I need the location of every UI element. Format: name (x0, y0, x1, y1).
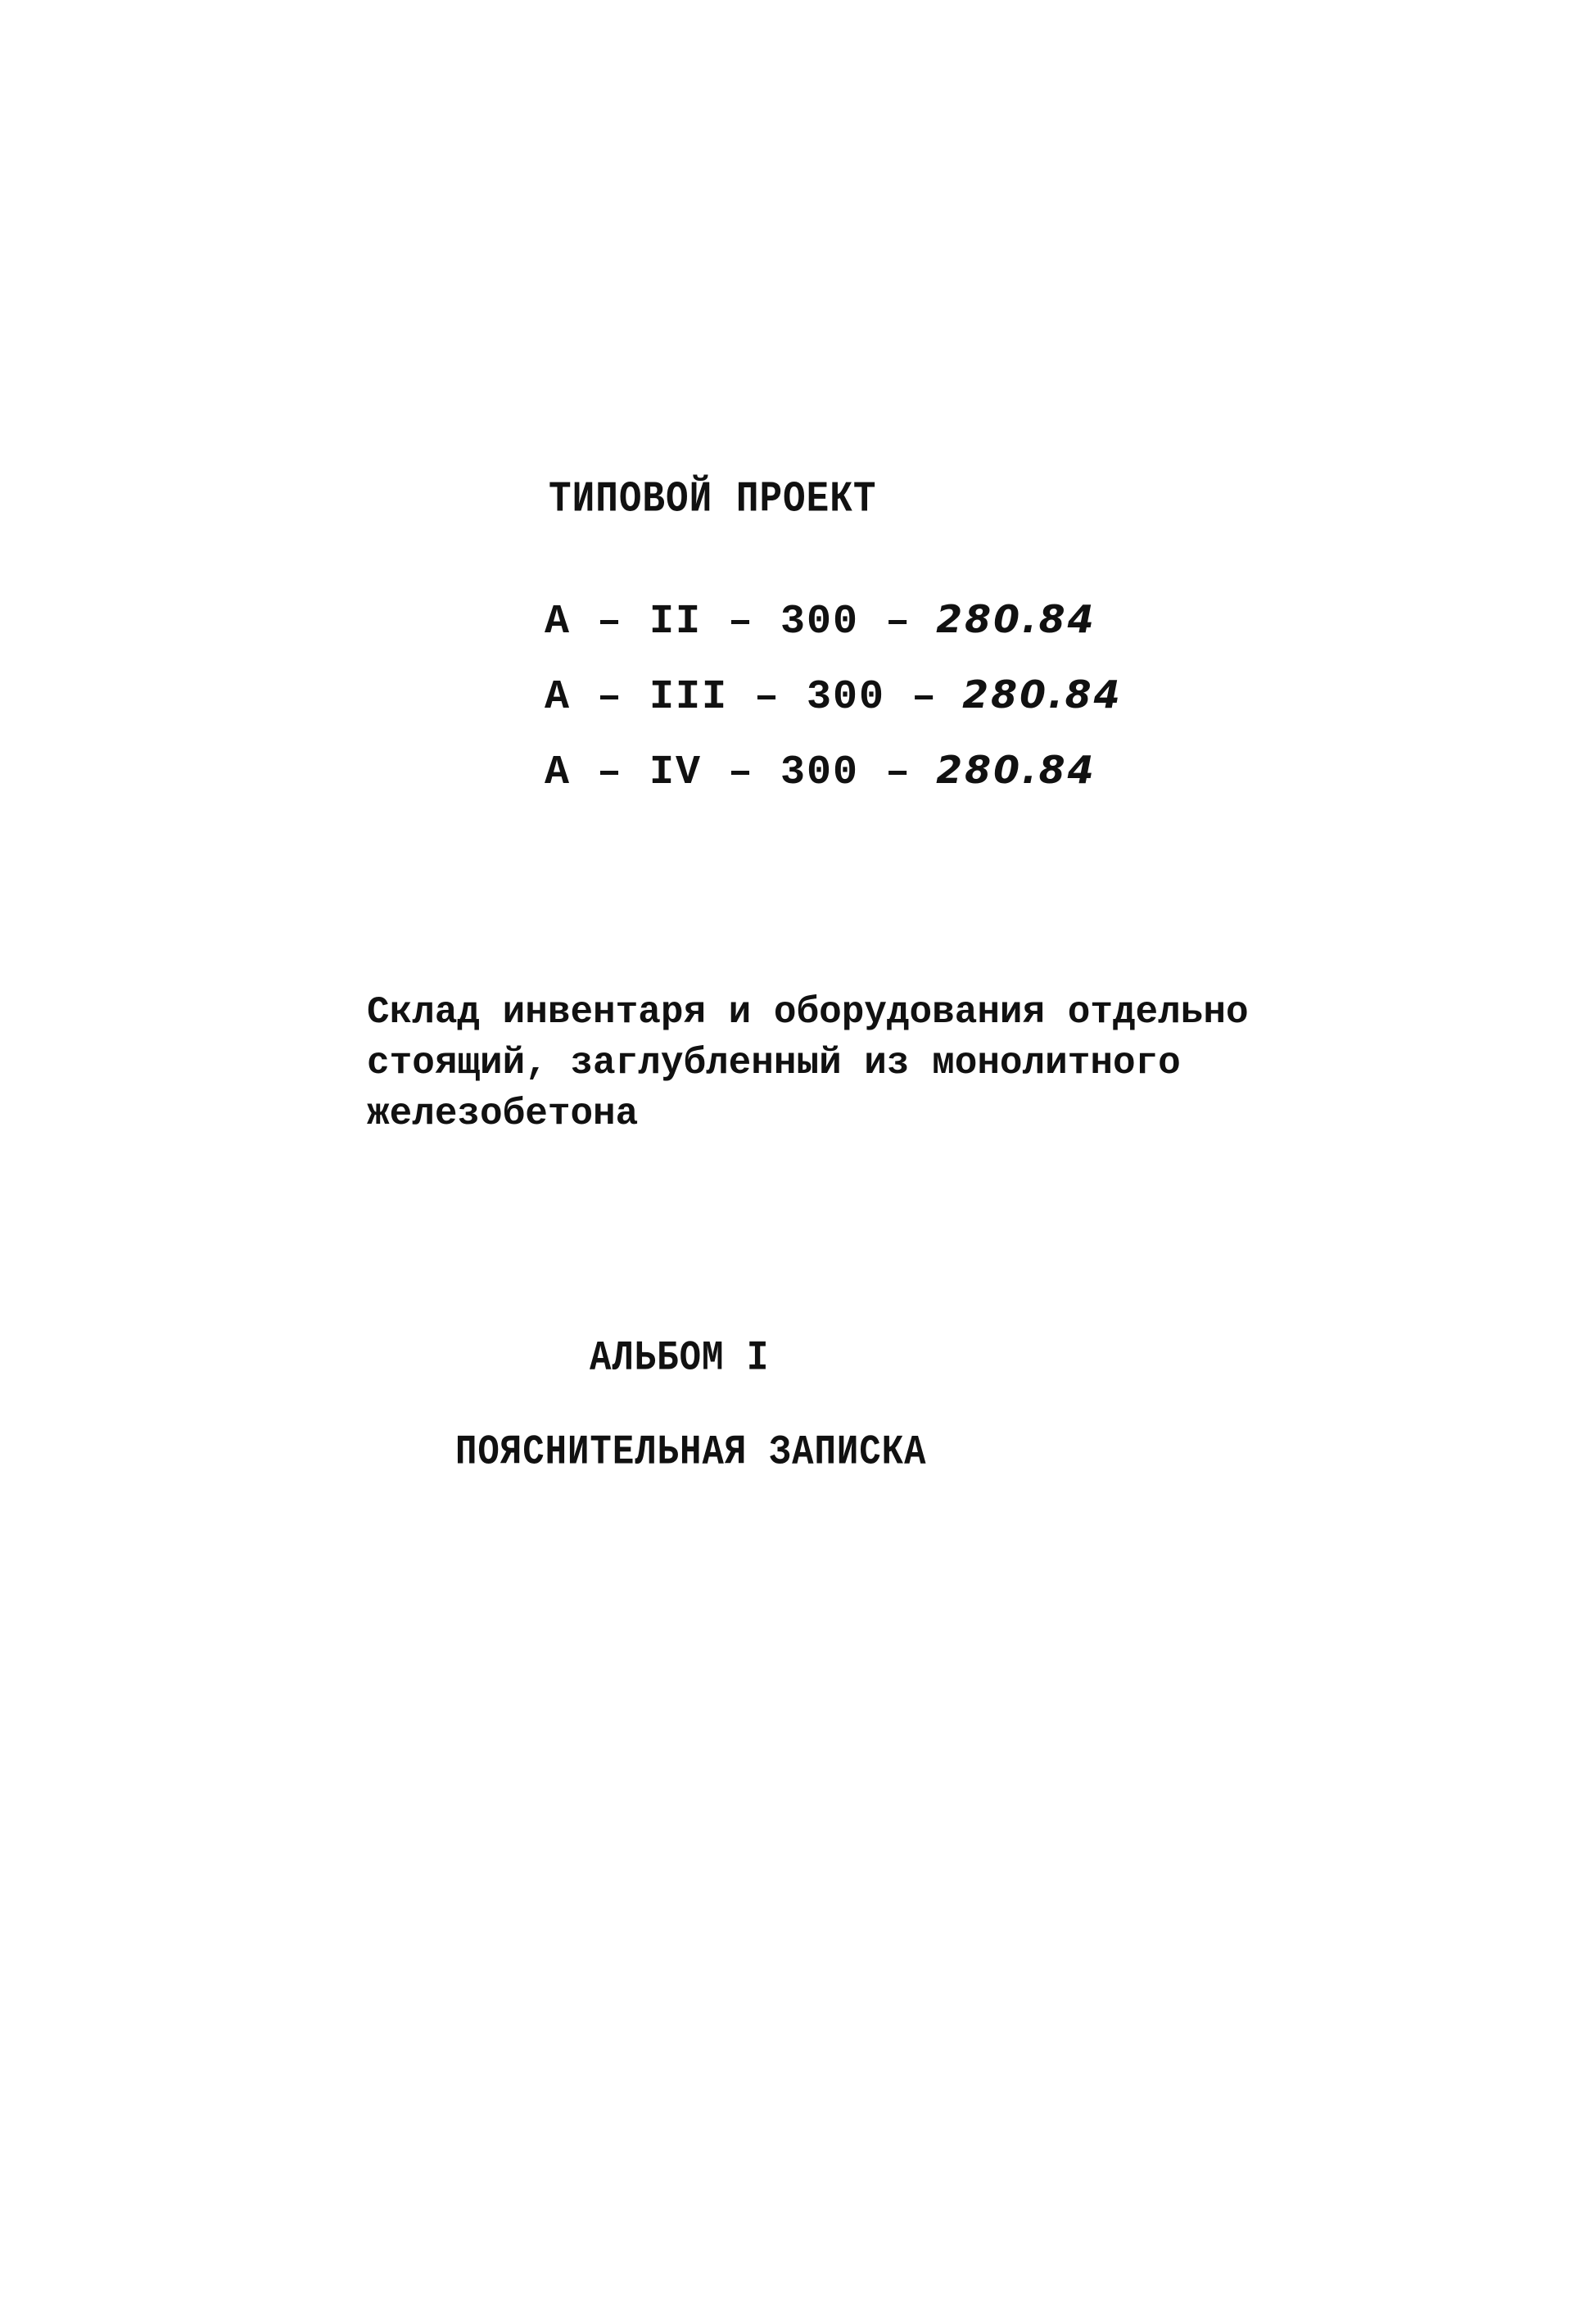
project-code-suffix: 280.84 (936, 748, 1096, 792)
project-code-suffix: 280.84 (936, 597, 1096, 641)
project-code-suffix: 280.84 (962, 672, 1123, 717)
project-description (367, 987, 1350, 1139)
description-line: Склад инвентаря и оборудования отдельно (367, 991, 1249, 1034)
project-code-prefix: А – III – 300 – (545, 674, 938, 721)
project-codes-list (545, 582, 1123, 808)
project-code-prefix: А – IV – 300 – (545, 749, 912, 796)
project-code-prefix: А – II – 300 – (545, 599, 912, 645)
album-title: АЛЬБОМ I (590, 1335, 770, 1383)
project-code-line (545, 657, 1123, 732)
document-type-heading: ТИПОВОЙ ПРОЕКТ (549, 475, 877, 524)
description-line: стоящий, заглубленный из монолитного (367, 1042, 1181, 1084)
album-subtitle: ПОЯСНИТЕЛЬНАЯ ЗАПИСКА (455, 1429, 927, 1477)
project-code-line (545, 732, 1123, 808)
project-code-line (545, 582, 1123, 657)
description-line: железобетона (367, 1093, 639, 1135)
